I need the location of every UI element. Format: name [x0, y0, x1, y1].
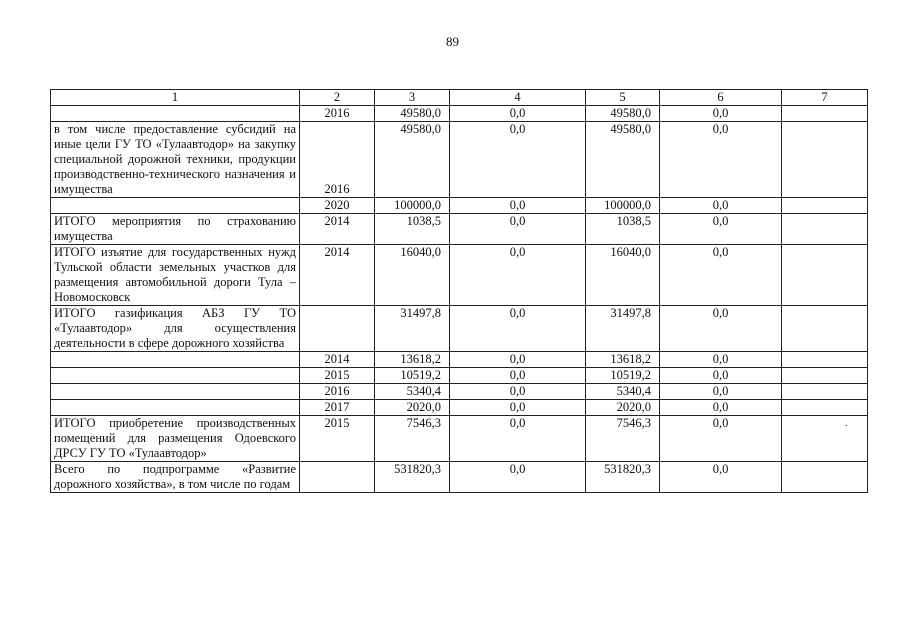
row-value-col5: 49580,0 — [586, 106, 660, 122]
table-header-row — [51, 90, 868, 106]
row-note — [782, 198, 868, 214]
row-label — [51, 368, 300, 384]
row-value-col5: 5340,4 — [586, 384, 660, 400]
column-header: 1 — [51, 90, 300, 106]
row-year — [300, 462, 375, 493]
row-label: Всего по подпрограмме «Развитие дорожного хозяйства», в том числе по годам — [51, 462, 300, 493]
table-row — [51, 416, 868, 462]
row-value-col6: 0,0 — [660, 352, 782, 368]
row-label: ИТОГО газификация АБЗ ГУ ТО «Тулаавтодор» для осуществления деятельности в сфере дорожного хозяйства — [51, 306, 300, 352]
row-value-col5: 49580,0 — [586, 122, 660, 198]
table-row — [51, 462, 868, 493]
row-value-total: 100000,0 — [375, 198, 450, 214]
row-value-total: 31497,8 — [375, 306, 450, 352]
row-label: ИТОГО изъятие для государственных нужд Тульской области земельных участков для размещения автомобильной дороги Тула – Новомосковск — [51, 245, 300, 306]
column-header: 5 — [586, 90, 660, 106]
row-value-col5: 7546,3 — [586, 416, 660, 462]
row-value-col6: 0,0 — [660, 368, 782, 384]
row-year: 2015 — [300, 368, 375, 384]
column-header: 7 — [782, 90, 868, 106]
row-value-col4: 0,0 — [450, 462, 586, 493]
row-year: 2016 — [300, 106, 375, 122]
stray-mark: . — [845, 418, 848, 429]
row-label — [51, 198, 300, 214]
row-value-col6: 0,0 — [660, 400, 782, 416]
row-note — [782, 214, 868, 245]
row-value-col5: 100000,0 — [586, 198, 660, 214]
row-year: 2017 — [300, 400, 375, 416]
row-note — [782, 352, 868, 368]
row-value-col6: 0,0 — [660, 306, 782, 352]
row-year: 2014 — [300, 245, 375, 306]
row-value-col6: 0,0 — [660, 198, 782, 214]
row-value-col5: 31497,8 — [586, 306, 660, 352]
column-header: 6 — [660, 90, 782, 106]
column-header: 4 — [450, 90, 586, 106]
row-year: 2020 — [300, 198, 375, 214]
row-value-col5: 13618,2 — [586, 352, 660, 368]
row-year: 2015 — [300, 416, 375, 462]
row-value-col4: 0,0 — [450, 198, 586, 214]
row-value-col4: 0,0 — [450, 214, 586, 245]
row-value-col6: 0,0 — [660, 462, 782, 493]
row-value-col6: 0,0 — [660, 106, 782, 122]
table-row — [51, 198, 868, 214]
row-value-col6: 0,0 — [660, 122, 782, 198]
row-label — [51, 106, 300, 122]
row-value-col4: 0,0 — [450, 352, 586, 368]
row-note — [782, 306, 868, 352]
row-value-col6: 0,0 — [660, 416, 782, 462]
page-number: 89 — [446, 34, 459, 49]
row-value-col4: 0,0 — [450, 384, 586, 400]
row-value-total: 10519,2 — [375, 368, 450, 384]
row-value-total: 1038,5 — [375, 214, 450, 245]
row-note — [782, 400, 868, 416]
row-label — [51, 352, 300, 368]
column-header: 3 — [375, 90, 450, 106]
row-value-total: 7546,3 — [375, 416, 450, 462]
row-year: 2016 — [300, 122, 375, 198]
table-row — [51, 368, 868, 384]
row-note — [782, 122, 868, 198]
row-value-total: 16040,0 — [375, 245, 450, 306]
row-value-col4: 0,0 — [450, 400, 586, 416]
row-label — [51, 400, 300, 416]
row-value-total: 49580,0 — [375, 106, 450, 122]
table-row — [51, 306, 868, 352]
row-year: 2014 — [300, 352, 375, 368]
row-value-col4: 0,0 — [450, 122, 586, 198]
row-value-col5: 2020,0 — [586, 400, 660, 416]
budget-table — [50, 89, 868, 493]
row-label: в том числе предоставление субсидий на иные цели ГУ ТО «Тулаавтодор» на закупку специальной дорожной техники, продукции производственно-технического назначения и имущества — [51, 122, 300, 198]
row-value-col6: 0,0 — [660, 384, 782, 400]
row-value-col4: 0,0 — [450, 416, 586, 462]
row-value-total: 49580,0 — [375, 122, 450, 198]
row-note — [782, 368, 868, 384]
row-value-col6: 0,0 — [660, 214, 782, 245]
table-row — [51, 384, 868, 400]
row-value-total: 13618,2 — [375, 352, 450, 368]
row-value-col4: 0,0 — [450, 245, 586, 306]
row-note — [782, 106, 868, 122]
table-row — [51, 352, 868, 368]
row-value-col6: 0,0 — [660, 245, 782, 306]
row-value-col4: 0,0 — [450, 368, 586, 384]
row-year: 2016 — [300, 384, 375, 400]
row-year — [300, 306, 375, 352]
row-note — [782, 384, 868, 400]
row-label — [51, 384, 300, 400]
row-note — [782, 416, 868, 462]
row-label: ИТОГО мероприятия по страхованию имущества — [51, 214, 300, 245]
table-row — [51, 400, 868, 416]
table-row — [51, 106, 868, 122]
row-value-total: 5340,4 — [375, 384, 450, 400]
row-value-col5: 10519,2 — [586, 368, 660, 384]
row-value-total: 531820,3 — [375, 462, 450, 493]
row-year: 2014 — [300, 214, 375, 245]
row-value-col5: 1038,5 — [586, 214, 660, 245]
table-row — [51, 245, 868, 306]
row-value-col5: 16040,0 — [586, 245, 660, 306]
table-row — [51, 122, 868, 198]
row-note — [782, 462, 868, 493]
row-label: ИТОГО приобретение производственных помещений для размещения Одоевского ДРСУ ГУ ТО «Тулаавтодор» — [51, 416, 300, 462]
row-value-total: 2020,0 — [375, 400, 450, 416]
row-value-col5: 531820,3 — [586, 462, 660, 493]
table-row — [51, 214, 868, 245]
row-value-col4: 0,0 — [450, 106, 586, 122]
column-header: 2 — [300, 90, 375, 106]
row-note — [782, 245, 868, 306]
row-value-col4: 0,0 — [450, 306, 586, 352]
